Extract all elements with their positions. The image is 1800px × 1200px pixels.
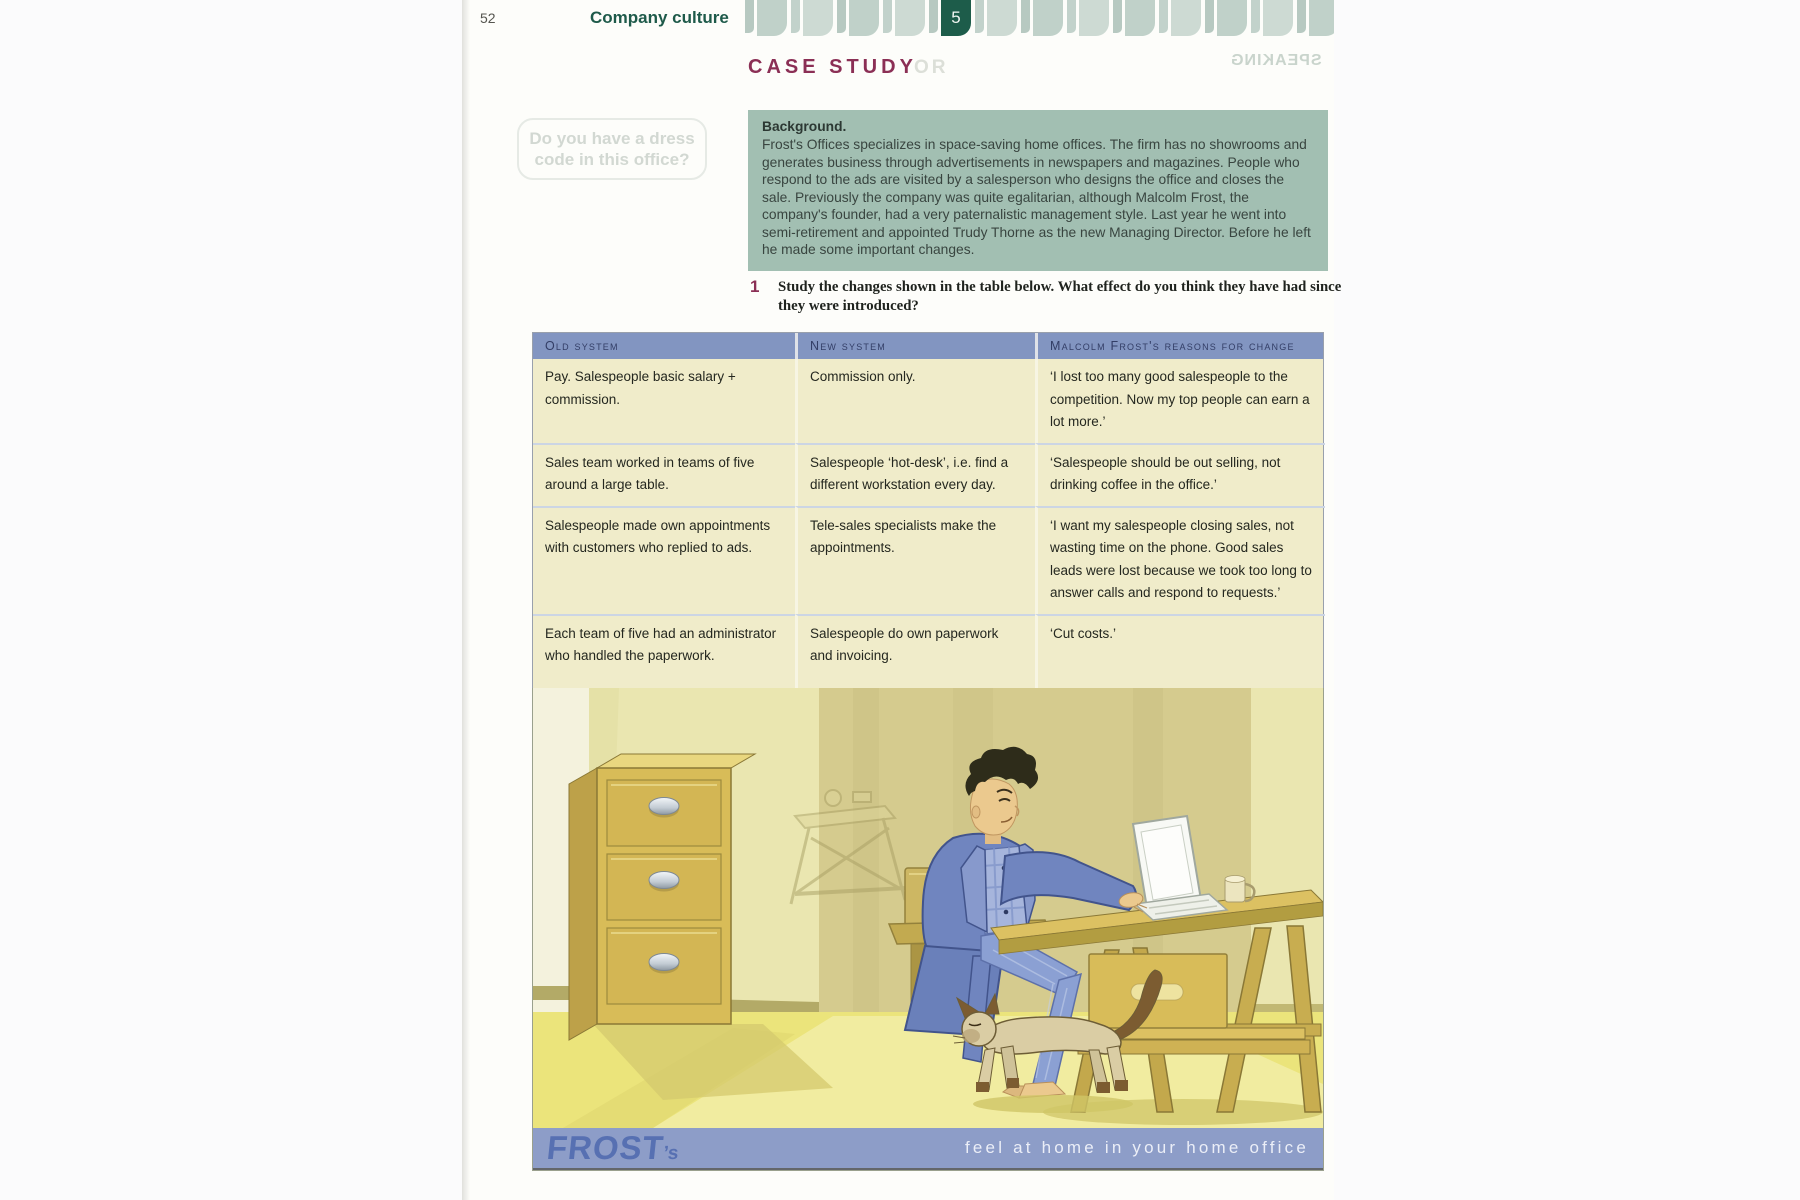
table-cell: Pay. Salespeople basic salary + commission. <box>545 369 736 407</box>
advert-banner <box>533 1128 1323 1170</box>
table-cell: ‘I want my salespeople closing sales, not wasting time on the phone. Good sales leads were lost because we took too long to answer calls and respond to requests.’ <box>1035 506 1325 614</box>
showthrough-speech-bubble <box>517 118 707 180</box>
unit-tab <box>791 0 833 36</box>
table-cell: Salespeople ‘hot-desk’, i.e. find a different workstation every day. <box>795 443 1035 506</box>
background-box-body: Frost's Offices specializes in space-saving home offices. The firm has no showrooms and generates business through advertisements in newspapers and magazines. People who respond to the ads are visited by a salesperson who designs the office and closes the sale. Previously the company was quite egalitarian, although Malcolm Frost, the company's founder, had a very paternalistic management style. Last year he went into semi-retirement and appointed Trudy Thorne as the new Managing Director. Before he left he made some important changes. <box>762 137 1311 257</box>
case-study-content <box>532 332 1324 1171</box>
table-cell: ‘Cut costs.’ <box>1035 614 1325 688</box>
case-study-heading: CASE STUDY <box>748 56 917 78</box>
unit-tab <box>1205 0 1247 36</box>
column-header-reasons: Malcolm Frost's reasons for change <box>1035 333 1325 359</box>
unit-tab-strip <box>745 0 1334 37</box>
table-cell: Salespeople do own paperwork and invoicing. <box>795 614 1035 688</box>
table-row <box>533 359 1323 443</box>
unit-tab <box>837 0 879 36</box>
unit-title: Company culture <box>590 8 729 27</box>
showthrough-text: OR <box>914 57 949 78</box>
column-header-new-system: New system <box>795 333 1035 359</box>
table-cell: Salespeople made own appointments with customers who replied to ads. <box>533 506 795 614</box>
table-row <box>533 443 1323 506</box>
table-cell: Sales team worked in teams of five around a large table. <box>533 443 795 506</box>
changes-table <box>532 332 1324 688</box>
unit-tab <box>975 0 1017 36</box>
unit-tab <box>1251 0 1293 36</box>
cabinet-drawer <box>607 928 721 1004</box>
unit-tab <box>1297 0 1334 36</box>
frosts-logo-text: FROST <box>545 1128 666 1166</box>
table-cell: Each team of five had an administrator who handled the paperwork. <box>533 614 795 688</box>
exercise-instruction: Study the changes shown in the table below. What effect do you think they have had since they were introduced? <box>778 279 1342 314</box>
table-row <box>533 506 1323 614</box>
background-box-title: Background. <box>762 119 847 134</box>
page-number: 52 <box>480 10 496 26</box>
table-cell: Tele-sales specialists make the appointments. <box>795 506 1035 614</box>
table-cell: Commission only. <box>795 359 1035 443</box>
advert-tagline: feel at home in your home office <box>964 1137 1309 1157</box>
showthrough-bubble-line: Do you have a dress <box>529 129 695 148</box>
background-box <box>748 110 1328 271</box>
textbook-page <box>462 0 1342 1200</box>
home-office-illustration <box>533 688 1323 1128</box>
unit-tab <box>883 0 925 36</box>
showthrough-mirrored-heading: SPEAKING <box>1230 52 1322 69</box>
table-row <box>533 614 1323 688</box>
unit-tab <box>929 0 971 36</box>
unit-tab <box>1021 0 1063 36</box>
showthrough-bubble-line: code in this office? <box>534 150 690 169</box>
cabinet-drawer <box>607 854 721 920</box>
frosts-logo-suffix: ’s <box>662 1142 680 1164</box>
unit-tab <box>1159 0 1201 36</box>
cabinet-drawer <box>607 780 721 846</box>
frosts-advertisement <box>532 688 1324 1171</box>
table-cell: ‘I lost too many good salespeople to the competition. Now my top people can earn a lot more.’ <box>1035 359 1325 443</box>
exercise-number: 1 <box>750 277 760 296</box>
column-header-old-system: Old system <box>545 339 619 353</box>
unit-tab <box>1113 0 1155 36</box>
unit-number: 5 <box>951 8 961 27</box>
table-cell: ‘Salespeople should be out selling, not drinking coffee in the office.’ <box>1035 443 1325 506</box>
table-header-row <box>533 333 1323 359</box>
frosts-logo <box>545 1129 681 1167</box>
unit-tab <box>1067 0 1109 36</box>
unit-tab <box>745 0 787 36</box>
